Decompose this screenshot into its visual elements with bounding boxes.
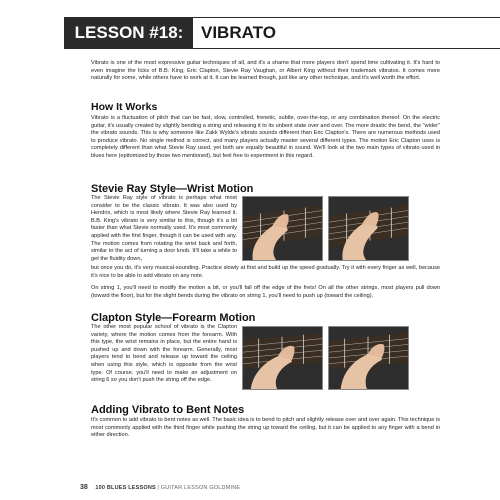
- series-title: | GUITAR LESSON GOLDMINE: [157, 485, 241, 491]
- how-it-works-heading: How It Works: [91, 101, 158, 113]
- intro-paragraph: Vibrato is one of the most expressive guitar techniques of all, and it's a shame that more players don't spend time cultivating it. It's hard to even imagine the licks of B.B. King, Eric Clapton, Stevie Ray Vaughan, or Albert King without their trademark vibratos. It comes more naturally for some, while others have to work at it. It can be learned though, just like any other technique, and it's well worth the effort.: [91, 60, 440, 82]
- lesson-number: LESSON #18:: [65, 18, 193, 48]
- forearm-vibrato-photo-2: [328, 326, 409, 390]
- stevie-ray-paragraph: The Stevie Ray style of vibrato is perhaps what most consider to be the classic vibrato. It was also used by Hendrix, which is most likely where Stevie Ray learned it. B.B. King's vibrato is very similar to this, though it's a bit faster than what Stevie normally used. It's most commonly applied with the first finger, though it can be used with any. The motion comes from rotating the wrist back and forth, similar to the act of turning a door knob. It'll take a while to get the fluidity down,: [91, 195, 237, 262]
- lesson-banner: [64, 17, 500, 49]
- lesson-title: VIBRATO: [201, 23, 276, 42]
- page-number: 38: [80, 484, 88, 491]
- bent-notes-heading: Adding Vibrato to Bent Notes: [91, 404, 245, 416]
- clapton-paragraph: The other most popular school of vibrato is the Clapton variety, where the motion comes from the forearm. With this type, the wrist remains in place, but the entire hand is pushed up and down with the forearm. Generally, most players tend to bend and release up toward the ceiling when using this style, which is opposite from the wrist type. Of course, you'll need to make an adjustment on string 6 so you don't push the string off the edge.: [91, 324, 237, 384]
- clapton-heading: Clapton Style—Forearm Motion: [91, 312, 256, 324]
- wrist-vibrato-photo-1: [242, 196, 323, 261]
- string-one-note: On string 1, you'll need to modify the motion a bit, or you'll fall off the edge of the frets! On all the other strings, most players pull down (toward the floor), but for the slight bends during the vibrato on string 1, you'll need to push up (toward the ceiling).: [91, 285, 440, 299]
- stevie-ray-paragraph-continued: but once you do, it's very musical-sounding. Practice slowly at first and build up the speed gradually. Try it with every finger as well, because it's nice to be able to add vibrato on any note.: [91, 265, 440, 279]
- stevie-ray-heading: Stevie Ray Style—Wrist Motion: [91, 183, 254, 195]
- page-footer: [80, 484, 240, 491]
- wrist-vibrato-photo-2: [328, 196, 409, 261]
- book-title: 100 BLUES LESSONS: [95, 485, 156, 491]
- bent-notes-paragraph: It's common to add vibrato to bent notes as well. The basic idea is to bend to pitch and slightly release over and over again. This technique is most commonly applied with the third finger while pushing the string up toward the ceiling, but it can be applied to any finger with a bend in either direction.: [91, 417, 440, 439]
- how-it-works-paragraph: Vibrato is a fluctuation of pitch that can be fast, slow, controlled, frenetic, subtle, over-the-top, or any combination thereof. On the electric guitar, it's usually created by slightly bending a string and releasing it to its unbent state over and over. The more drastic the bend, the "wider" the vibrato sounds. This is why someone like Zakk Wylde's vibrato sounds different than Eric Clapton's. There are numerous methods used to produce vibrato. No single method is correct, and many players actually master several different types. The motion Eric Clapton uses is completely different than what Stevie Ray used, yet both are equally beautiful in sound. We'll look at the two main types of vibrato used in blues here (epitomized by those two mentioned), but feel free to experiment in this regard.: [91, 115, 440, 159]
- forearm-vibrato-photo-1: [242, 326, 323, 390]
